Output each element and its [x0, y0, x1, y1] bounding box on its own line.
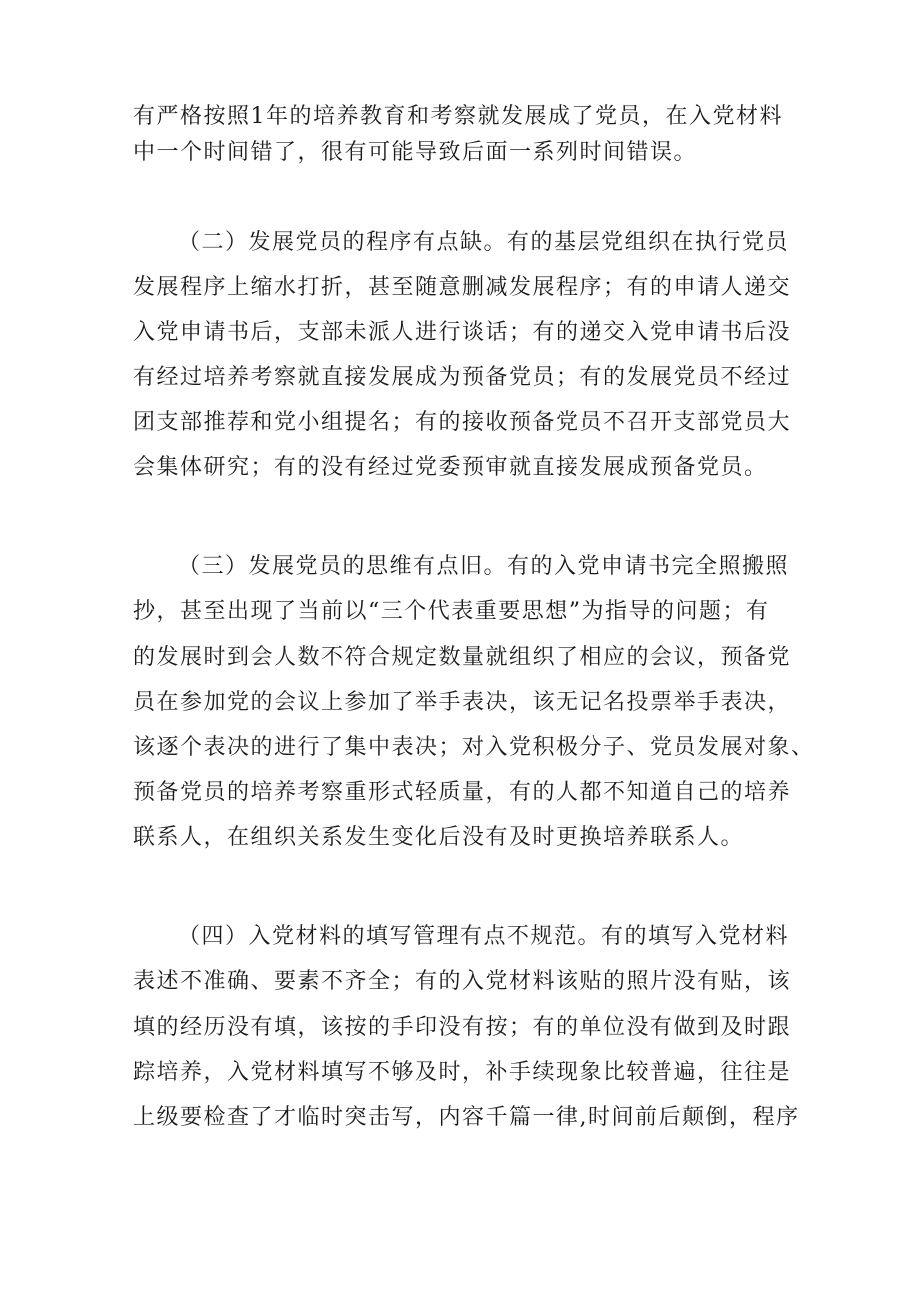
- paragraph-line: 有严格按照1年的培养教育和考察就发展成了党员，在入党材料: [133, 104, 783, 129]
- section-heading-line: （二）发展党员的程序有点缺。有的基层党组织在执行党员: [178, 230, 790, 255]
- paragraph-line: 上级要检查了才临时突击写，内容千篇一律,时间前后颠倒，程序: [133, 1105, 800, 1130]
- paragraph-line: 入党申请书后，支部未派人进行谈话；有的递交入党申请书后没: [133, 320, 792, 345]
- paragraph-line: 发展程序上缩水打折，甚至随意删减发展程序；有的申请人递交: [133, 275, 792, 300]
- paragraph-line: 员在参加党的会议上参加了举手表决，该无记名投票举手表决，: [133, 690, 792, 715]
- paragraph-line: 中一个时间错了，很有可能导致后面一系列时间错误。: [133, 140, 698, 165]
- paragraph-line: 填的经历没有填，该按的手印没有按；有的单位没有做到及时跟: [133, 1015, 792, 1040]
- paragraph-line: 联系人，在组织关系发生变化后没有及时更换培养联系人。: [133, 825, 745, 850]
- paragraph-line: 会集体研究；有的没有经过党委预审就直接发展成预备党员。: [133, 455, 768, 480]
- paragraph-line: 团支部推荐和党小组提名；有的接收预备党员不召开支部党员大: [133, 410, 792, 435]
- paragraph-line: 该逐个表决的进行了集中表决；对入党积极分子、党员发展对象、: [133, 735, 815, 760]
- paragraph-line: 踪培养，入党材料填写不够及时，补手续现象比较普遍，往往是: [133, 1060, 792, 1085]
- paragraph-line: 的发展时到会人数不符合规定数量就组织了相应的会议，预备党: [133, 645, 792, 670]
- paragraph-line: 抄，甚至出现了当前以“三个代表重要思想”为指导的问题；有: [133, 599, 770, 624]
- paragraph-line: 表述不准确、要素不齐全；有的入党材料该贴的照片没有贴，该: [133, 969, 792, 994]
- section-heading-line: （三）发展党员的思维有点旧。有的入党申请书完全照搬照: [178, 554, 790, 579]
- paragraph-line: 预备党员的培养考察重形式轻质量，有的人都不知道自己的培养: [133, 780, 792, 805]
- section-heading-line: （四）入党材料的填写管理有点不规范。有的填写入党材料: [178, 924, 790, 949]
- paragraph-line: 有经过培养考察就直接发展成为预备党员；有的发展党员不经过: [133, 365, 792, 390]
